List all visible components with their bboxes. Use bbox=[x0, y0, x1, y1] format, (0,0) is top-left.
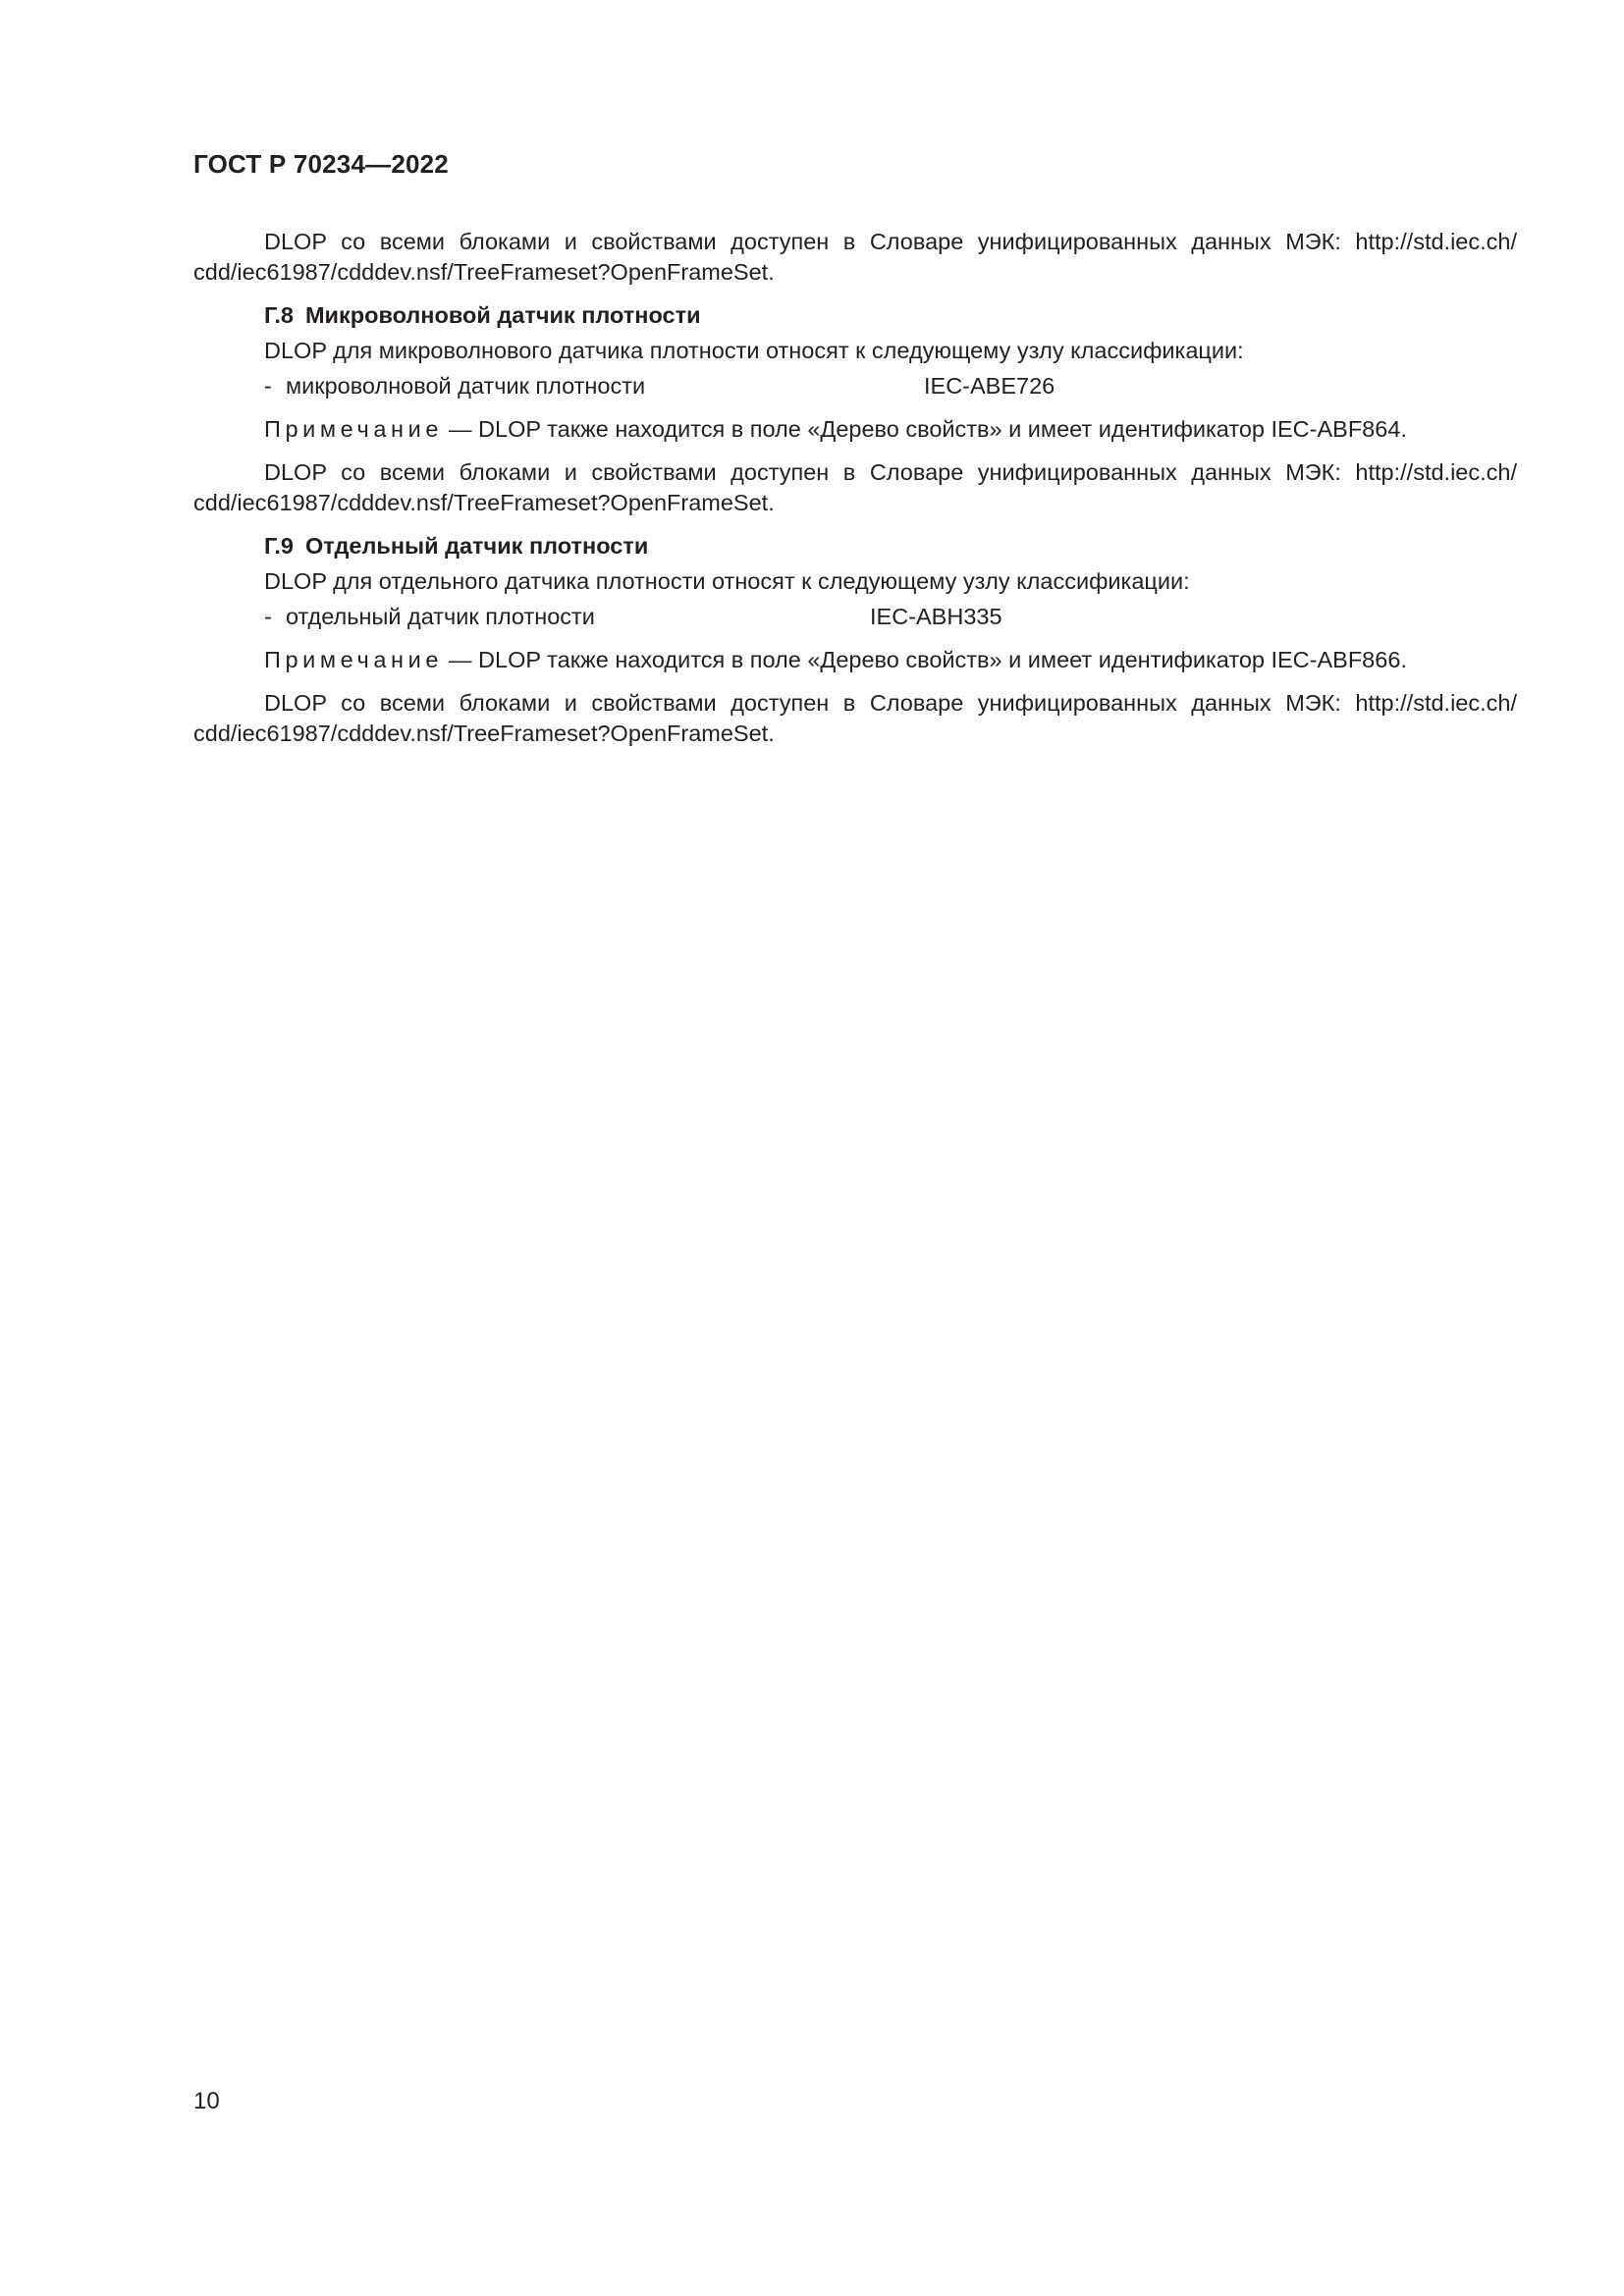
document-standard-title: ГОСТ Р 70234—2022 bbox=[193, 149, 449, 179]
note-line bbox=[264, 414, 1517, 445]
section-title: Отдельный датчик плотности bbox=[304, 533, 649, 559]
section-heading-g8 bbox=[264, 300, 1517, 331]
classification-list-item bbox=[264, 371, 1517, 401]
paragraph-line: DLOP со всеми блоками и свойствами доступен в Словаре унифицированных данных МЭК: http://std.iec.ch/ bbox=[264, 229, 1517, 254]
note-line bbox=[264, 645, 1517, 675]
note-text: — DLOP также находится в поле «Дерево свойств» и имеет идентификатор IEC-ABF866. bbox=[449, 647, 1407, 672]
classification-label: микроволновой датчик плотности bbox=[286, 373, 646, 399]
section-title: Микроволновой датчик плотности bbox=[304, 302, 701, 328]
availability-paragraph bbox=[193, 457, 1517, 518]
list-dash: - bbox=[264, 373, 272, 399]
availability-paragraph bbox=[193, 688, 1517, 749]
section-number: Г.9 bbox=[264, 533, 294, 559]
paragraph-line: cdd/iec61987/cdddev.nsf/TreeFrameset?OpenFrameSet. bbox=[193, 490, 775, 515]
page-content bbox=[193, 227, 1517, 749]
list-dash: - bbox=[264, 604, 272, 629]
classification-label: отдельный датчик плотности bbox=[286, 604, 595, 629]
section-heading-g9 bbox=[264, 531, 1517, 561]
section-number: Г.8 bbox=[264, 302, 294, 328]
section-intro-text: DLOP для отдельного датчика плотности относят к следующему узлу классификации: bbox=[264, 568, 1190, 594]
note-label: Примечание bbox=[264, 416, 444, 442]
intro-paragraph bbox=[193, 227, 1517, 288]
page-number: 10 bbox=[193, 2088, 220, 2114]
paragraph-line: cdd/iec61987/cdddev.nsf/TreeFrameset?OpenFrameSet. bbox=[193, 259, 775, 285]
section-intro-text: DLOP для микроволнового датчика плотности относят к следующему узлу классификации: bbox=[264, 338, 1244, 363]
classification-code: IEC-ABH335 bbox=[870, 604, 1002, 629]
classification-code: IEC-ABE726 bbox=[924, 373, 1056, 399]
note-text: — DLOP также находится в поле «Дерево свойств» и имеет идентификатор IEC-ABF864. bbox=[449, 416, 1407, 442]
note-label: Примечание bbox=[264, 647, 444, 672]
paragraph-line: cdd/iec61987/cdddev.nsf/TreeFrameset?OpenFrameSet. bbox=[193, 721, 775, 746]
paragraph-line: DLOP со всеми блоками и свойствами доступен в Словаре унифицированных данных МЭК: http://std.iec.ch/ bbox=[264, 690, 1517, 716]
paragraph-line: DLOP со всеми блоками и свойствами доступен в Словаре унифицированных данных МЭК: http://std.iec.ch/ bbox=[264, 459, 1517, 485]
classification-list-item bbox=[264, 602, 1517, 632]
